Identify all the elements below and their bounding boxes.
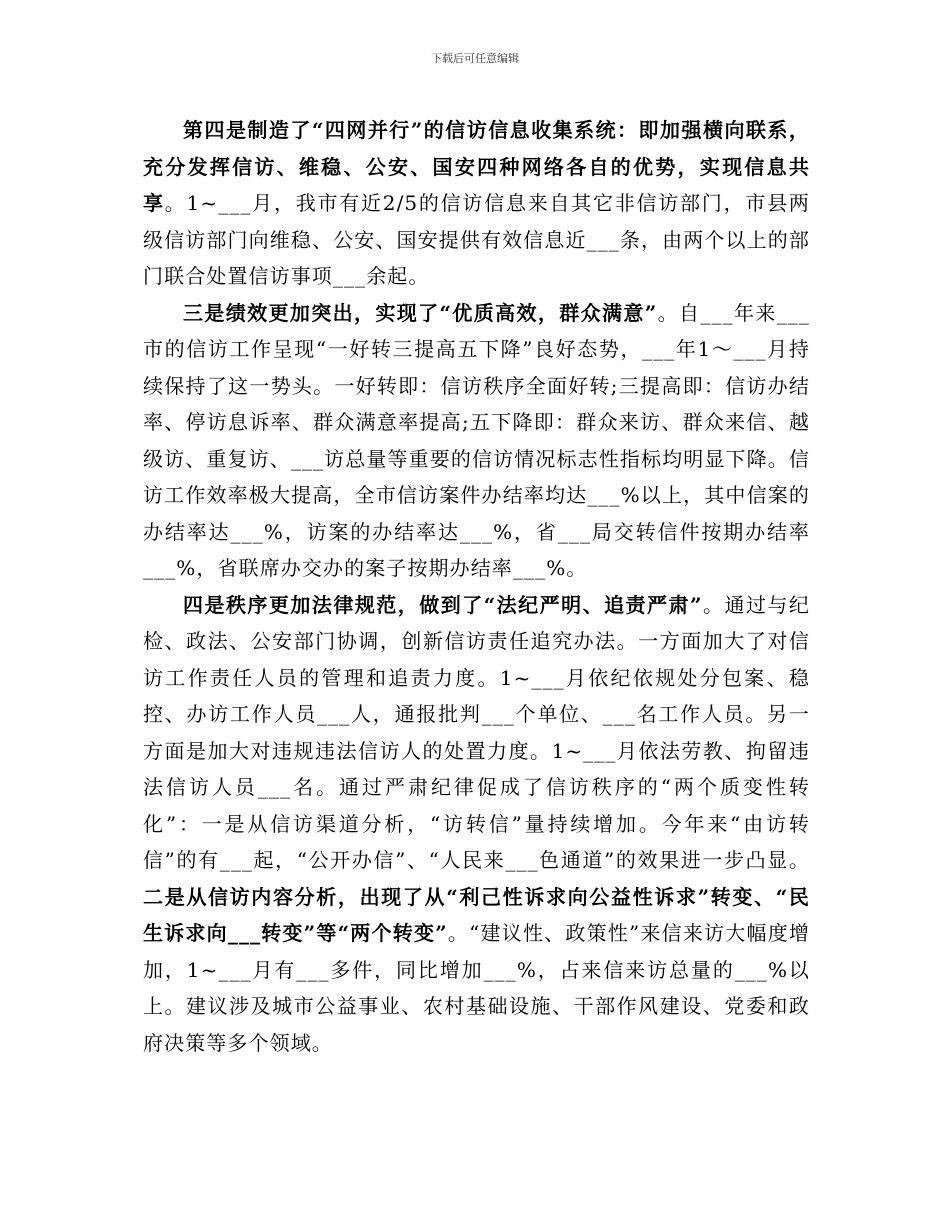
paragraph-performance (143, 295, 810, 587)
paragraph-text: 。1~___月，我市有近2/5的信访信息来自其它非信访部门，市县两级信访部门向维稳、公安、国安提供有效信息近___条，由两个以上的部门联合处置信访事项___余起。 (143, 191, 810, 288)
paragraph-text: 。“建议性、政策性”来信来访大幅度增加，1~___月有___多件，同比增加___%，占来信来访总量的___%以上。建议涉及城市公益事业、农村基础设施、干部作风建设、党委和政府决策等多个领域。 (143, 921, 811, 1055)
paragraph-subheading: 二是从信访内容分析，出现了从“利己性诉求向公益性诉求”转变、“民生诉求向___转变”等“两个转变” (143, 884, 810, 945)
paragraph-heading: 第四是制造了“四网并行”的信访信息收集系统：即加强横向联系，充分发挥信访、维稳、公安、国安四种网络各自的优势，实现信息共享 (143, 118, 810, 215)
page-header: 下载后可任意编辑 (431, 52, 519, 65)
document-body (143, 112, 810, 1061)
paragraph-text: 。自___年来___市的信访工作呈现“一好转三提高五下降”良好态势，___年1～___月持续保持了这一势头。一好转即：信访秩序全面好转;三提高即：信访办结率、停访息诉率、群众满意率提高;五下降即：群众来访、群众来信、越级访、重复访、___访总量等重要的信访情况标志性指标均明显下降。信访工作效率极大提高，全市信访案件办结率均达___%以上，其中信案的办结率达___%，访案的办结率达___%，省___局交转信件按期办结率___%，省联席办交办的案子按期办结率___%。 (143, 300, 811, 580)
paragraph-heading: 四是秩序更加法律规范，做到了“法纪严明、追责严肃” (183, 592, 703, 617)
paragraph-order (143, 587, 810, 1062)
paragraph-text: 。通过与纪检、政法、公安部门协调，创新信访责任追究办法。一方面加大了对信访工作责任人员的管理和追责力度。1~___月依纪依规处分包案、稳控、办访工作人员___人，通报批判___个单位、___名工作人员。另一方面是加大对违规违法信访人的处置力度。1~___月依法劳教、拘留违法信访人员___名。通过严肃纪律促成了信访秩序的“两个质变性转化”：一是从信访渠道分析，“访转信”量持续增加。今年来“由访转信”的有___起，“公开办信”、“人民来___色通道”的效果进一步凸显。 (143, 592, 811, 872)
paragraph-heading: 三是绩效更加突出，实现了“优质高效，群众满意” (183, 300, 658, 325)
paragraph-four-networks (143, 112, 810, 295)
